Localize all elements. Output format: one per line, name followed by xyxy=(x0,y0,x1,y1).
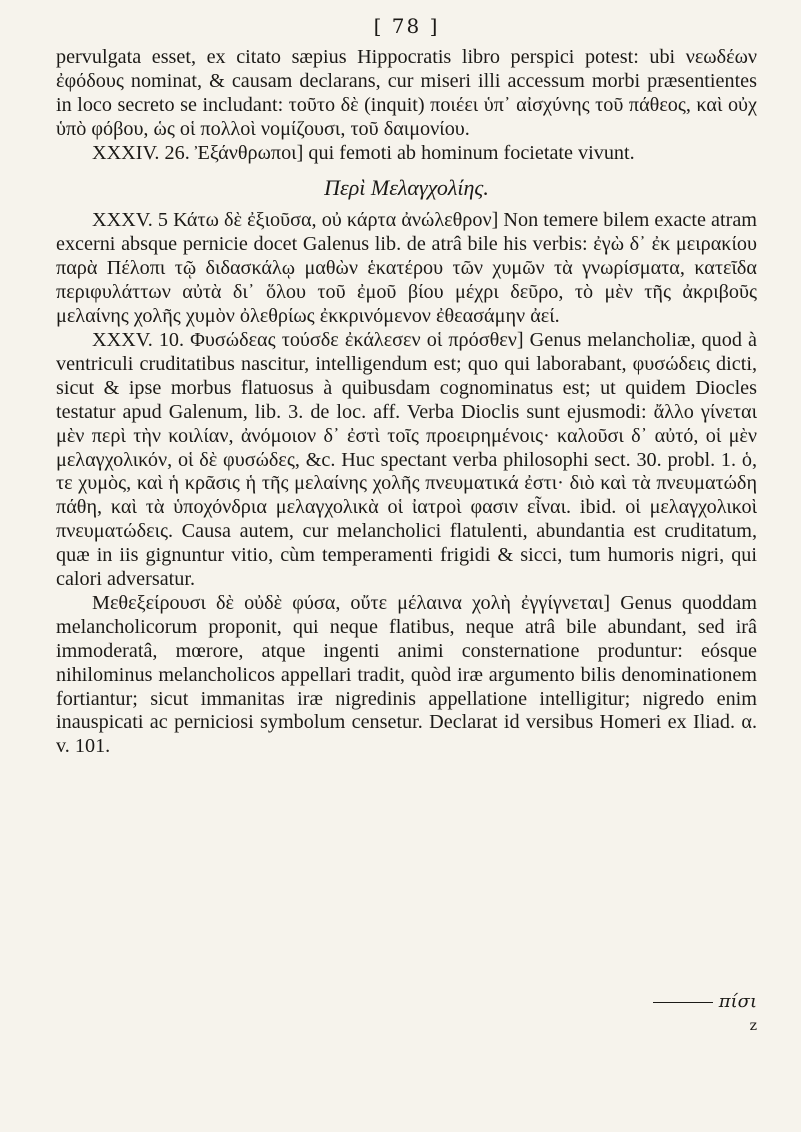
paragraph-5: Μεθεξείρουσι δὲ οὐδὲ φύσα, οὔτε μέλαινα χολὴ ἐγγίγνεται] Genus quoddam melancholicorum proponit, qui neque flatibus, neque atrâ bile abundant, sed irâ immoderatâ, mœrore, atque ingenti animi consternatione produntur: eósque nihilominus melancholicos appellari tradit, quòd iræ argumento bilis denominationem fortiantur; sicut immanitas iræ nigredinis appellatione intelligitur; nigredo enim inauspicati ac perniciosi symbolum censetur. Declarat id versibus Homeri ex Iliad. α. v. 101. xyxy=(56,591,757,758)
catchword-rule xyxy=(653,1002,713,1003)
paragraph-4: XXXV. 10. Φυσώδεας τούσδε ἐκάλεσεν οἱ πρόσθεν] Genus melancholiæ, quod à ventriculi cruditatibus nascitur, intelligendum est; quo qui laborabant, φυσώδεις dicti, sicut & ipse morbus flatuosus à quibusdam cognominatus est; ut quidem Diocles testatur apud Galenum, lib. 3. de loc. aff. Verba Dioclis sunt ejusmodi: ἄλλο γίνεται μὲν περὶ τὴν κοιλίαν, ἀνόμοιον δ᾽ ἐστὶ τοῖς προειρημένοις· καλοῦσι δ᾽ αὐτό, οἱ μὲν μελαγχολικόν, οἱ δὲ φυσώδες, &c. Huc spectant verba philosophi sect. 30. probl. 1. ὁ, τε χυμὸς, καὶ ἡ κρᾶσις ἡ τῆς μελαίνης χολῆς πνευματικά ἐστι· διὸ καὶ τὰ πνευματώδη πάθη, καὶ τὰ ὑποχόνδρια μελαγχολικὰ οἱ ἰατροὶ φασιν εἶναι. ibid. οἱ μελαγχολικοὶ πνευματώδεις. Causa autem, cur melancholici flatulenti, abundantia est cruditatum, quæ in iis gignuntur vitio, cùm temperamenti frigidi & sicci, tum humoris nigri, qui calori adversatur. xyxy=(56,328,757,591)
catchword xyxy=(653,991,757,1012)
signature-mark: z xyxy=(749,1018,757,1034)
paragraph-1: pervulgata esset, ex citato sæpius Hippocratis libro perspici potest: ubi νεωδέων ἐφόδους nominat, & causam declarans, cur miseri illi accessum morbi præsentientes in loco secreto se includant: τοῦτο δὲ (inquit) ποιέει ὑπ᾽ αἰσχύνης τοῦ πάθεος, καὶ οὐχ ὑπὸ φόβου, ὡς οἱ πολλοὶ νομίζουσι, τοῦ δαιμονίου. xyxy=(56,46,757,140)
catchword-text: πίσι xyxy=(718,991,757,1012)
section-heading: Περὶ Μελαγχολίης. xyxy=(324,174,489,200)
body-text xyxy=(56,46,757,759)
page-number: [ 78 ] xyxy=(373,14,440,38)
paragraph-2: XXXIV. 26. Ἐξάνθρωποι] qui femoti ab hominum focietate vivunt. xyxy=(92,141,635,164)
paragraph-3: XXXV. 5 Κάτω δὲ ἐξιοῦσα, οὐ κάρτα ἀνώλεθρον] Non temere bilem exacte atram excerni absque pernicie docet Galenus lib. de atrâ bile his verbis: ἐγὼ δ᾽ ἐκ μειρακίου παρὰ Πέλοπι τῷ διδασκάλῳ μαθὼν ἑκατέρου τῶν χυμῶν τὰ γνωρίσματα, κατεῖδα περιφυλάττων αὐτὰ δι᾽ ὅλου τοῦ ἐμοῦ βίου μέχρι δεῦρο, τὸ μὲν τῆς ἀκριβοῦς μελαίνης χολῆς χυμὸν ὀλεθρίως ἐκκρινόμενον ἐθεασάμην ἀεί. xyxy=(56,209,757,328)
